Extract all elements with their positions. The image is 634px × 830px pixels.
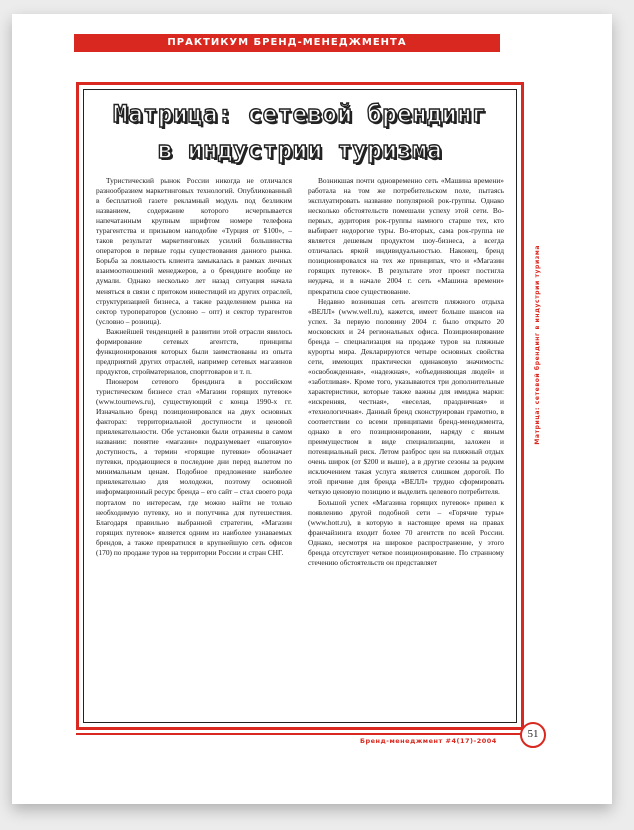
paragraph: Туристический рынок России никогда не отличался разнообразием маркетинговых технологий. Опубликованный в бесплатной газете рекламный модуль под безликим названием, содержание которого исчерпывается напечатанным крупным шрифтом номере телефона турагентства и призывом наподобие «Турция от $100», – таков результат маркетинговых усилий большинства операторов в первые годы существования данного рынка. Борьба за лояльность клиента замыкалась в рамках личных взаимоотношений менеджеров, а о брендинге вообще не думали. Однако несколько лет назад ситуация начала меняться в связи с притоком инвестиций из других отраслей, структуризацией бизнеса, а также разделением рынка на сектор туроператоров (условно – опт) и сектор турагентов (условно – розница). <box>96 176 292 326</box>
side-running-head: Матрица: сетевой брендинг в индустрии туризма <box>534 245 541 445</box>
article-body <box>96 176 504 716</box>
paragraph: Важнейшей тенденцией в развитии этой отрасли явилось формирование сетевых агентств, принципы функционирования которых были заимствованы из опыта предприятий других отраслей, например сетевых магазинов продуктов, стройматериалов, спорттоваров и т. п. <box>96 326 292 376</box>
article-title: Матрица: сетевой брендинг в индустрии туризма <box>113 100 487 164</box>
section-header: ПРАКТИКУМ БРЕНД-МЕНЕДЖМЕНТА <box>74 34 500 52</box>
paragraph: Большой успех «Магазина горящих путевок» привел к появлению другой подобной сети – «Горячие туры» (www.hott.ru), в которую в настоящее время на правах франчайзинга входит более 70 агентств по всей России. Однако, несмотря на широкое распространение, у этого бренда отсутствует четкое позиционирование. По странному стечению обстоятельств он представляет <box>308 497 504 567</box>
left-column <box>96 176 292 716</box>
page-number: 51 <box>520 722 546 748</box>
footer-rule <box>76 733 524 735</box>
paragraph: Недавно возникшая сеть агентств пляжного отдыха «ВЕЛЛ» (www.well.ru), кажется, имеет больше шансов на успех. За первую половину 2004 г. было открыто 20 московских и 24 региональных офиса. Позиционирование бренда – специализация на продаже туров на пляжные курорты мира. Декларируются четыре основных свойства сети, имеющих практически одинаковую значимость: «освобожденная», «надежная», «объединяющая людей» и «заботливая». Кроме того, указываются три дополнительные характеристики, которые также важны для имиджа марки: «искренняя, честная», «веселая, праздничная» и «технологичная». Данный бренд сконструирован грамотно, в соответствии со всеми принципами бренд-менеджмента, однако в его позиционировании, наряду с явным преимуществом в виде специализации, заложен и потенциальный риск. Летом разброс цен на пляжный отдых очень широк (от $200 и выше), а в другие сезоны за редким исключением такая услуга является слишком дорогой. По этой причине для бренда «ВЕЛЛ» трудно сформировать четкую ценовую позицию и выделить целевого потребителя. <box>308 296 504 497</box>
paragraph: Пионером сетевого брендинга в российском туристическом бизнесе стал «Магазин горящих путевок» (www.tournews.ru), существующий с конца 1990-х гг. Изначально бренд позиционировался на двух основных факторах: территориальной доступности и ценовой привлекательности. Обе установки были отражены в самом названии: понятие «магазин» подразумевает «шаговую» доступность, а термин «горящие путевки» обозначает путевки, продающиеся в последние дни перед вылетом по минимальным ценам. Подобное предложение наиболее привлекательно для молодежи, поэтому основной информационный ресурс бренда – его сайт – стал своего рода порталом по интересам, где можно найти не только необходимую путевку, но и попутчика для путешествия. Благодаря правильно выбранной стратегии, «Магазин горящих путевок» является одним из наиболее узнаваемых брендов, а также превратился в крупнейшую сеть офисов (170) по продаже туров на территории России и стран СНГ. <box>96 376 292 557</box>
journal-issue: Бренд-менеджмент #4(17)-2004 <box>360 737 497 745</box>
paragraph: Возникшая почти одновременно сеть «Машина времени» работала на том же потребительском поле, пытаясь эксплуатировать название популярной рок-группы. Однако несколько обстоятельств помешали успеху этой сети. Во-первых, аудитория рок-группы намного старше тех, кто выбирает недорогие туры. Во-вторых, сама рок-группа не является дешевым продуктом шоу-бизнеса, а всегда отличалась яркой индивидуальностью. Наконец, бренд позиционировался на тех же принципах, что и «Магазин горящих путевок». В результате этот проект постигла неудача, и в начале 2004 г. сеть «Машина времени» прекратила свое существование. <box>308 176 504 296</box>
right-column <box>308 176 504 716</box>
